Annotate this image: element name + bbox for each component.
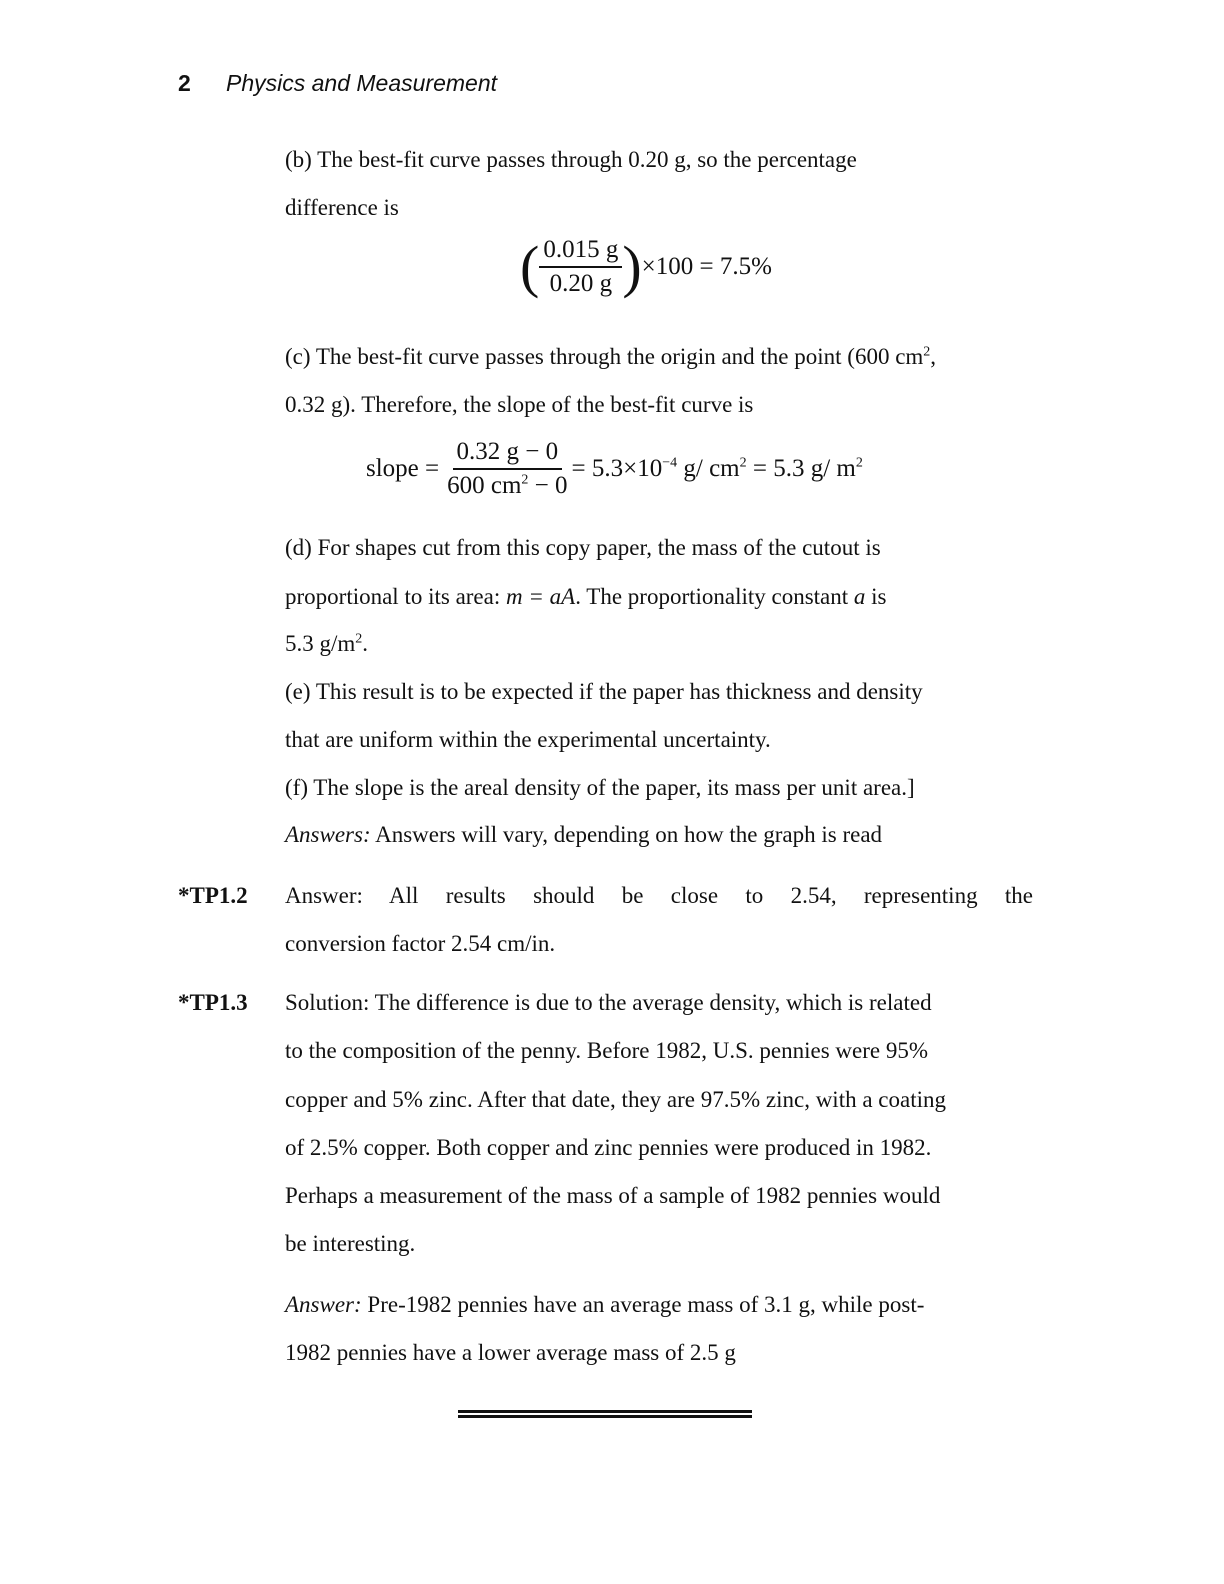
- part-f-line-1: (f) The slope is the areal density of the paper, its mass per unit area.]: [285, 775, 915, 800]
- equation-result: ×100 = 7.5%: [641, 253, 772, 280]
- tp12-line-2: conversion factor 2.54 cm/in.: [285, 931, 556, 956]
- slope-fraction: [443, 438, 571, 500]
- part-d-text-end: is: [865, 584, 887, 609]
- part-b-line-1: (b) The best-fit curve passes through 0.20 g, so the percentage: [285, 147, 857, 172]
- part-d-line-3: [285, 629, 368, 659]
- answers-label: Answers:: [285, 822, 371, 847]
- answers-text: Answers will vary, depending on how the graph is read: [370, 822, 883, 847]
- part-b-line-2: difference is: [285, 195, 399, 220]
- superscript: 2: [355, 631, 363, 647]
- inline-equation: m = aA: [506, 584, 576, 609]
- denominator-text-end: − 0: [528, 472, 568, 499]
- superscript: 2: [923, 344, 931, 360]
- answer-label: Answer:: [285, 1292, 362, 1317]
- tp13-line-6: be interesting.: [285, 1231, 416, 1256]
- slope-lhs: slope =: [366, 455, 440, 482]
- slope-numerator: 0.32 g − 0: [453, 438, 563, 470]
- part-c-text-end: ,: [930, 344, 937, 369]
- fraction: [539, 236, 622, 298]
- left-paren: (: [520, 234, 540, 299]
- tp13-line-4: of 2.5% copper. Both copper and zinc pennies were produced in 1982.: [285, 1135, 932, 1160]
- part-d-text: proportional to its area:: [285, 584, 506, 609]
- part-d-text-mid: . The proportionality constant: [575, 584, 854, 609]
- tp13-answer-line-2: 1982 pennies have a lower average mass of 2.5 g: [285, 1340, 736, 1365]
- result-unit-2: = 5.3 g/ m: [746, 455, 856, 482]
- denominator-text: 600 cm: [447, 472, 522, 499]
- tp13-line-2: to the composition of the penny. Before 1982, U.S. pennies were 95%: [285, 1038, 929, 1063]
- part-d-value: 5.3 g/m: [285, 631, 356, 656]
- slope-denominator: [443, 470, 571, 500]
- answers-line: [285, 820, 882, 850]
- part-d-line-2: [285, 582, 887, 612]
- part-c-line-2: 0.32 g). Therefore, the slope of the best-fit curve is: [285, 392, 754, 417]
- result-unit: g/ cm: [677, 455, 740, 482]
- inline-variable: a: [853, 584, 866, 609]
- slope-result: [572, 455, 863, 482]
- exponent: −4: [662, 455, 678, 471]
- end-rule-bottom: [458, 1415, 752, 1418]
- part-e-line-2: that are uniform within the experimental uncertainty.: [285, 727, 771, 752]
- page-number: 2: [178, 70, 191, 96]
- part-c-text: (c) The best-fit curve passes through the origin and the point (600 cm: [285, 344, 924, 369]
- superscript: 2: [521, 472, 529, 488]
- denominator: 0.20 g: [549, 270, 613, 297]
- tp13-line-5: Perhaps a measurement of the mass of a sample of 1982 pennies would: [285, 1183, 941, 1208]
- answer-text: Pre-1982 pennies have an average mass of 3.1 g, while post-: [361, 1292, 925, 1317]
- page-header: [178, 70, 497, 97]
- result-text: = 5.3×10: [571, 455, 663, 482]
- part-c-line-1: [285, 342, 936, 372]
- tp12-line-1: Answer: All results should be close to 2.54, representing the: [285, 883, 1033, 908]
- part-d-line-1: (d) For shapes cut from this copy paper, the mass of the cutout is: [285, 535, 881, 560]
- tp12-label: *TP1.2: [178, 883, 248, 908]
- tp13-answer-line-1: [285, 1290, 924, 1320]
- tp13-line-1: Solution: The difference is due to the average density, which is related: [285, 990, 932, 1015]
- equation-percent-difference: [520, 236, 772, 298]
- tp13-label: *TP1.3: [178, 990, 248, 1015]
- tp13-line-3: copper and 5% zinc. After that date, they are 97.5% zinc, with a coating: [285, 1087, 946, 1112]
- chapter-title: Physics and Measurement: [226, 70, 498, 96]
- numerator: 0.015 g: [539, 236, 622, 268]
- end-rule-top: [458, 1410, 752, 1413]
- part-d-period: .: [362, 631, 369, 656]
- right-paren: ): [622, 234, 642, 299]
- superscript: 2: [855, 455, 863, 471]
- superscript: 2: [739, 455, 747, 471]
- equation-slope: [366, 438, 863, 500]
- part-e-line-1: (e) This result is to be expected if the paper has thickness and density: [285, 679, 923, 704]
